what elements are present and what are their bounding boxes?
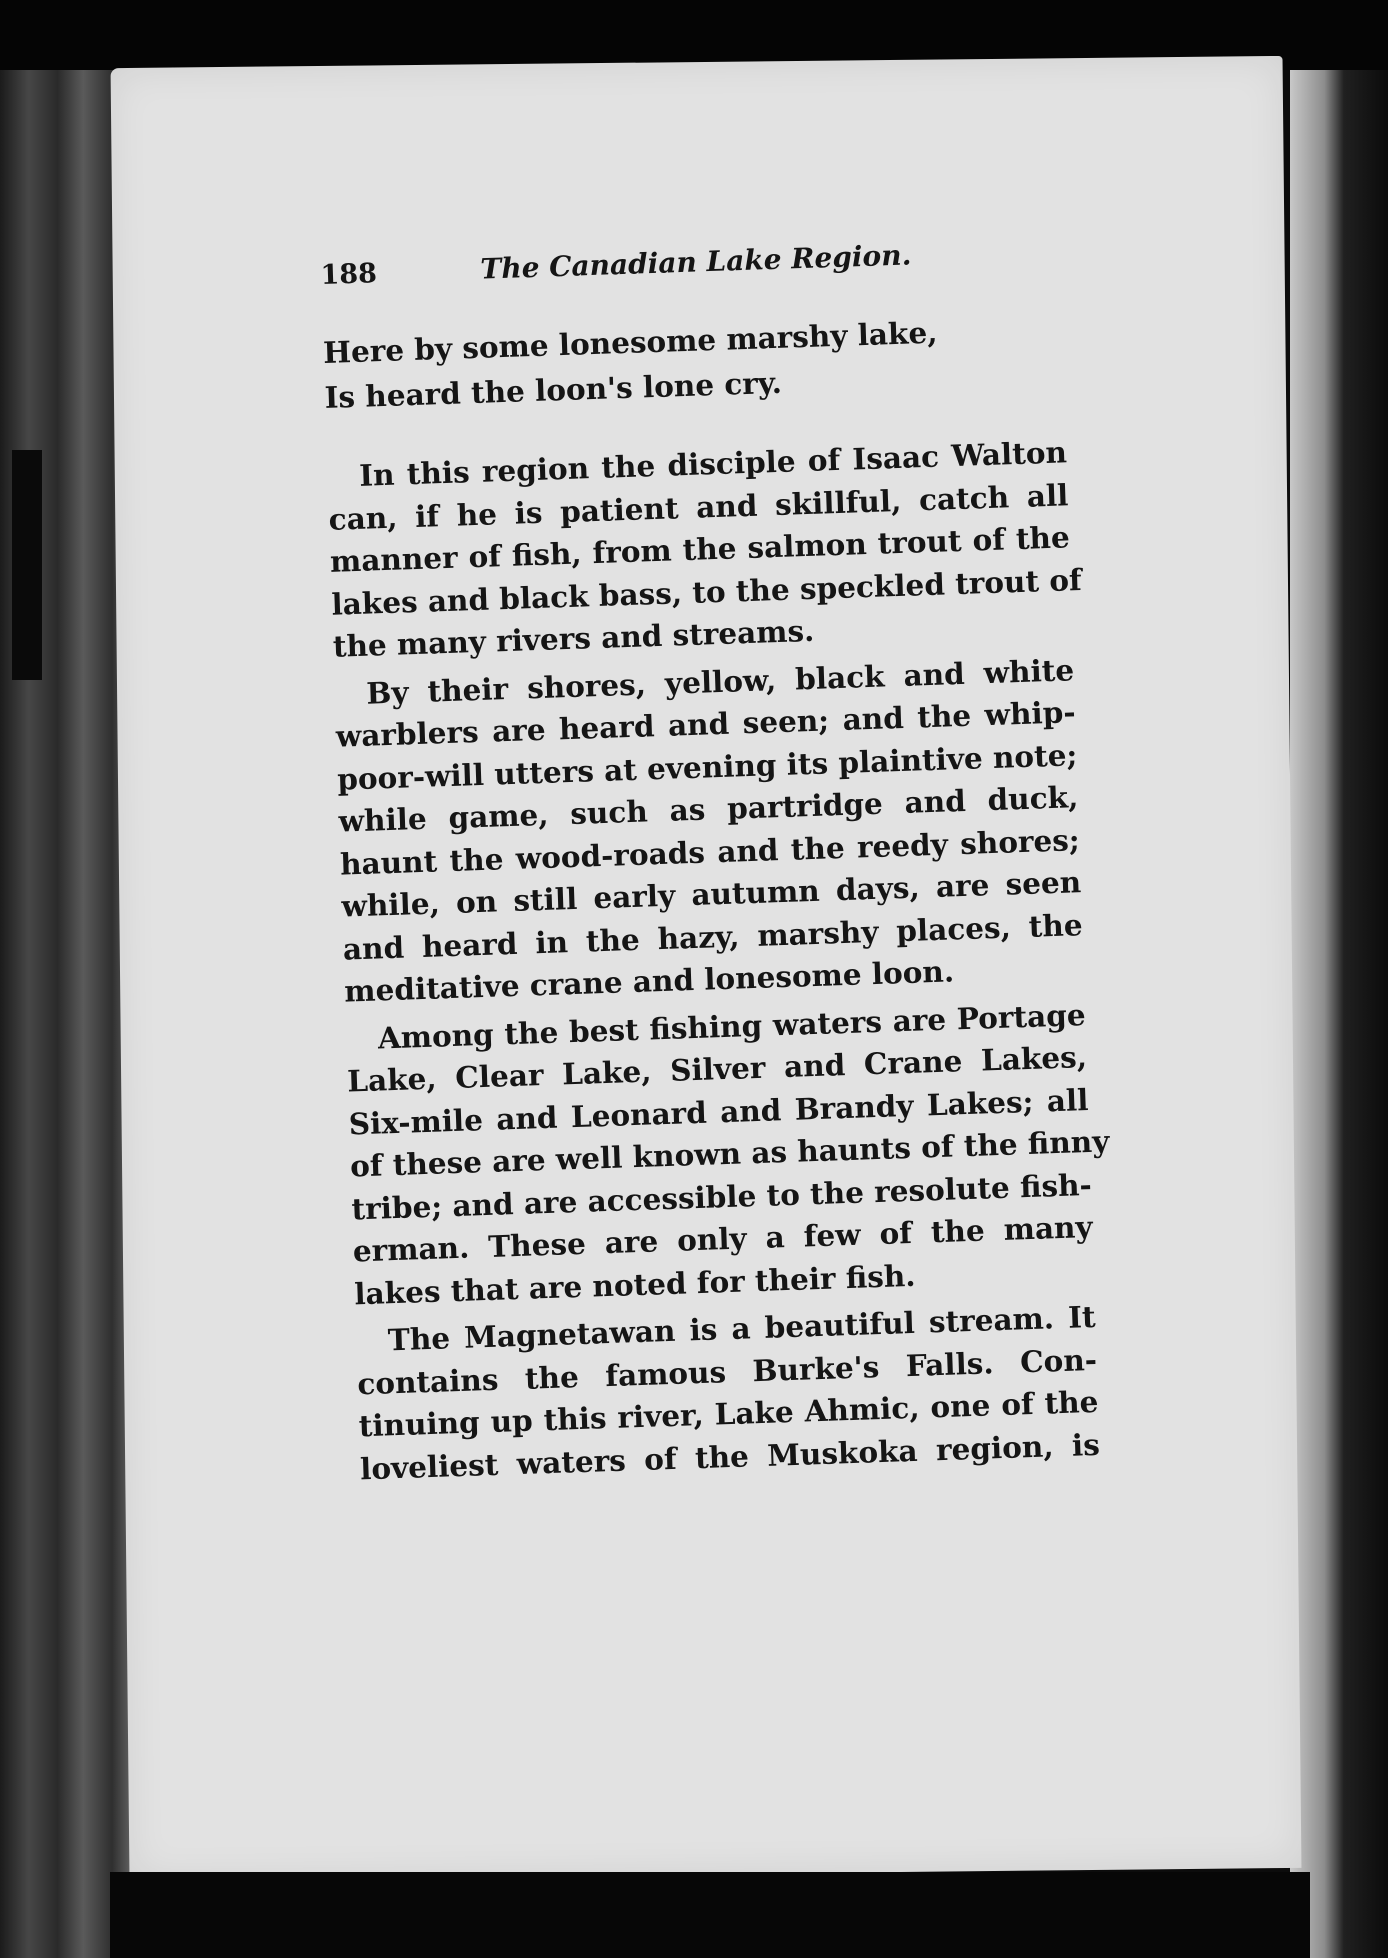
text-line: By their shores, yellow, black and white bbox=[365, 651, 1075, 711]
text-line: The Magnetawan is a beautiful stream. It bbox=[387, 1298, 1097, 1358]
paragraph-magnetawan bbox=[355, 1296, 1100, 1490]
verse-line: Here by some lonesome marshy lake, bbox=[322, 314, 938, 370]
page-text bbox=[320, 233, 1110, 1495]
text-line: Six-mile and Leonard and Brandy Lakes; all bbox=[348, 1081, 1089, 1142]
text-line: the many rivers and streams. bbox=[332, 612, 815, 664]
text-line: lakes and black bass, to the speckled trout of bbox=[330, 561, 1083, 622]
paragraph-fishing-waters bbox=[345, 994, 1110, 1316]
text-line: tribe; and are accessible to the resolute fish- bbox=[350, 1166, 1093, 1226]
text-line: In this region the disciple of Isaac Walton bbox=[358, 434, 1068, 493]
text-line: Lake, Clear Lake, Silver and Crane Lakes, bbox=[346, 1039, 1088, 1099]
text-line: can, if he is patient and skillful, catch all bbox=[328, 476, 1069, 537]
text-line: tinuing up this river, Lake Ahmic, one of the bbox=[358, 1383, 1099, 1444]
text-line: meditative crane and lonesome loon. bbox=[343, 953, 955, 1009]
facing-page-edge bbox=[1290, 70, 1388, 1958]
text-line: loveliest waters of the Muskoka region, is bbox=[359, 1426, 1101, 1486]
spine-strap bbox=[12, 450, 42, 680]
verse bbox=[322, 305, 1065, 419]
text-line: poor-will utters at evening its plaintive note; bbox=[336, 736, 1078, 797]
paragraph-fishing bbox=[327, 431, 1083, 668]
text-line: manner of fish, from the salmon trout of the bbox=[329, 519, 1071, 579]
running-head-title: The Canadian Lake Region. bbox=[479, 238, 912, 286]
paragraph-birds bbox=[334, 649, 1085, 1013]
text-line: and heard in the hazy, marshy places, the bbox=[342, 906, 1084, 967]
scan-bottom-border bbox=[110, 1872, 1310, 1958]
text-line: while, on still early autumn days, are seen bbox=[340, 864, 1082, 924]
page-number: 188 bbox=[320, 258, 378, 291]
text-line: while game, such as partridge and duck, bbox=[338, 779, 1079, 839]
text-line: haunt the wood-roads and the reedy shores; bbox=[339, 821, 1081, 882]
text-line: warblers are heard and seen; and the whip- bbox=[335, 694, 1077, 754]
text-line: of these are well known as haunts of the finny bbox=[349, 1123, 1110, 1184]
verse-line: Is heard the loon's lone cry. bbox=[324, 364, 783, 415]
text-line: contains the famous Burke's Falls. Con- bbox=[356, 1341, 1098, 1401]
text-line: lakes that are noted for their fish. bbox=[353, 1257, 917, 1311]
text-line: Among the best fishing waters are Portage bbox=[377, 996, 1087, 1055]
text-line: erman. These are only a few of the many bbox=[352, 1208, 1094, 1269]
